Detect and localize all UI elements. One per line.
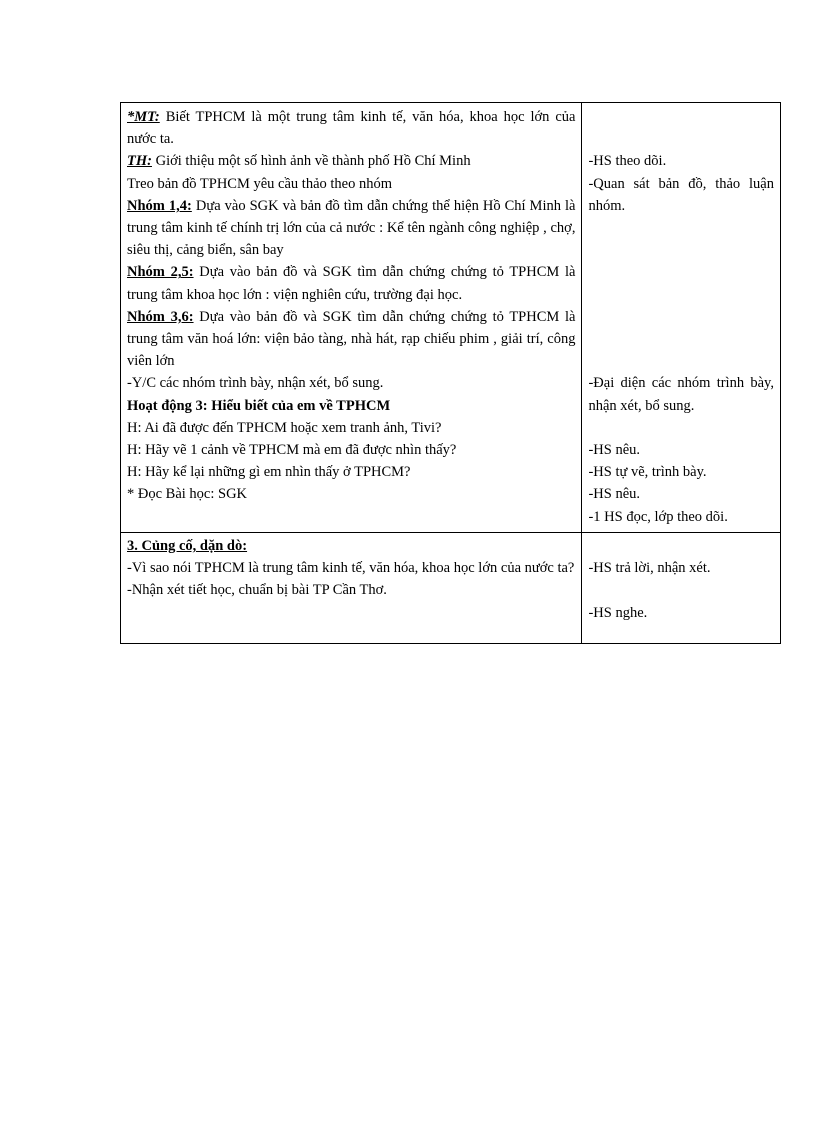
group-2-5-label: Nhóm 2,5: [127, 264, 194, 281]
student-follow: -HS theo dõi. [588, 153, 667, 170]
question-3: H: Hãy kể lại những gì em nhìn thấy ở TPHCM? [127, 464, 411, 481]
present-instruction: -Y/C các nhóm trình bày, nhận xét, bổ sung. [127, 375, 384, 392]
consolidation-row [121, 533, 781, 644]
spacer [588, 239, 774, 261]
group-3-6-text: Dựa vào bản đồ và SGK tìm dẫn chứng chứng tỏ TPHCM là trung tâm văn hoá lớn: viện bảo tàng, nhà hát, rạp chiếu phim , giải trí, công viên lớn [127, 308, 576, 370]
spacer [588, 417, 774, 439]
intro-text: Giới thiệu một số hình ảnh về thành phố Hồ Chí Minh [151, 153, 471, 170]
consolidation-student-listen: -HS nghe. [588, 604, 648, 621]
spacer [588, 306, 774, 328]
consolidation-teacher-cell [121, 533, 582, 644]
question-1: H: Ai đã được đến TPHCM hoặc xem tranh ảnh, Tivi? [127, 419, 442, 436]
map-instruction: Treo bản đồ TPHCM yêu cầu thảo theo nhóm [127, 175, 393, 192]
group-3-6-task [127, 306, 575, 373]
teacher-activity-cell [121, 103, 582, 533]
spacer [588, 350, 774, 372]
consolidation-heading: 3. Củng cố, dặn dò: [127, 538, 248, 554]
activity-3-heading: Hoạt động 3: Hiểu biết của em về TPHCM [127, 397, 391, 414]
consolidation-assignment: -Nhận xét tiết học, chuẩn bị bài TP Cần Thơ. [127, 582, 387, 599]
student-answer-3: -HS nêu. [588, 486, 641, 503]
group-1-4-label: Nhóm 1,4: [127, 197, 192, 214]
intro-label: TH: [127, 153, 152, 170]
intro-line [127, 150, 575, 172]
student-read: -1 HS đọc, lớp theo dõi. [588, 508, 728, 525]
spacer [588, 217, 774, 239]
group-1-4-task [127, 195, 575, 262]
group-2-5-task [127, 261, 575, 305]
spacer [588, 106, 774, 128]
student-answer-1: -HS nêu. [588, 441, 641, 458]
student-observe-map: -Quan sát bản đồ, thảo luận nhóm. [588, 175, 774, 214]
group-2-5-text: Dựa vào bản đồ và SGK tìm dẫn chứng chứng tỏ TPHCM là trung tâm khoa học lớn : viện nghiên cứu, trường đại học. [127, 264, 576, 303]
objective-text: Biết TPHCM là một trung tâm kinh tế, văn hóa, khoa học lớn của nước ta. [127, 109, 576, 148]
student-draw: -HS tự vẽ, trình bày. [588, 464, 707, 481]
read-lesson-instruction: * Đọc Bài học: SGK [127, 486, 248, 503]
consolidation-question: -Vì sao nói TPHCM là trung tâm kinh tế, văn hóa, khoa học lớn của nước ta? [127, 560, 575, 577]
spacer [588, 128, 774, 150]
lesson-plan-table [120, 102, 781, 644]
spacer [588, 579, 774, 601]
question-2: H: Hãy vẽ 1 cảnh về TPHCM mà em đã được nhìn thấy? [127, 442, 457, 459]
consolidation-student-cell [582, 533, 781, 644]
student-activity-cell [582, 103, 781, 533]
objective-line [127, 106, 575, 150]
spacer [588, 261, 774, 283]
group-1-4-text: Dựa vào SGK và bản đồ tìm dẫn chứng thể hiện Hồ Chí Minh là trung tâm kinh tế chính trị lớn của cả nước : Kể tên ngành công nghiệp , chợ, siêu thị, cảng biển, sân bay [127, 197, 576, 259]
activity-row [121, 103, 781, 533]
group-3-6-label: Nhóm 3,6: [127, 308, 194, 325]
spacer [588, 535, 774, 557]
objective-label: *MT: [127, 109, 160, 125]
consolidation-student-answer: -HS trả lời, nhận xét. [588, 560, 711, 577]
spacer [588, 328, 774, 350]
student-group-report: -Đại diện các nhóm trình bày, nhận xét, bổ sung. [588, 375, 774, 414]
spacer [588, 284, 774, 306]
